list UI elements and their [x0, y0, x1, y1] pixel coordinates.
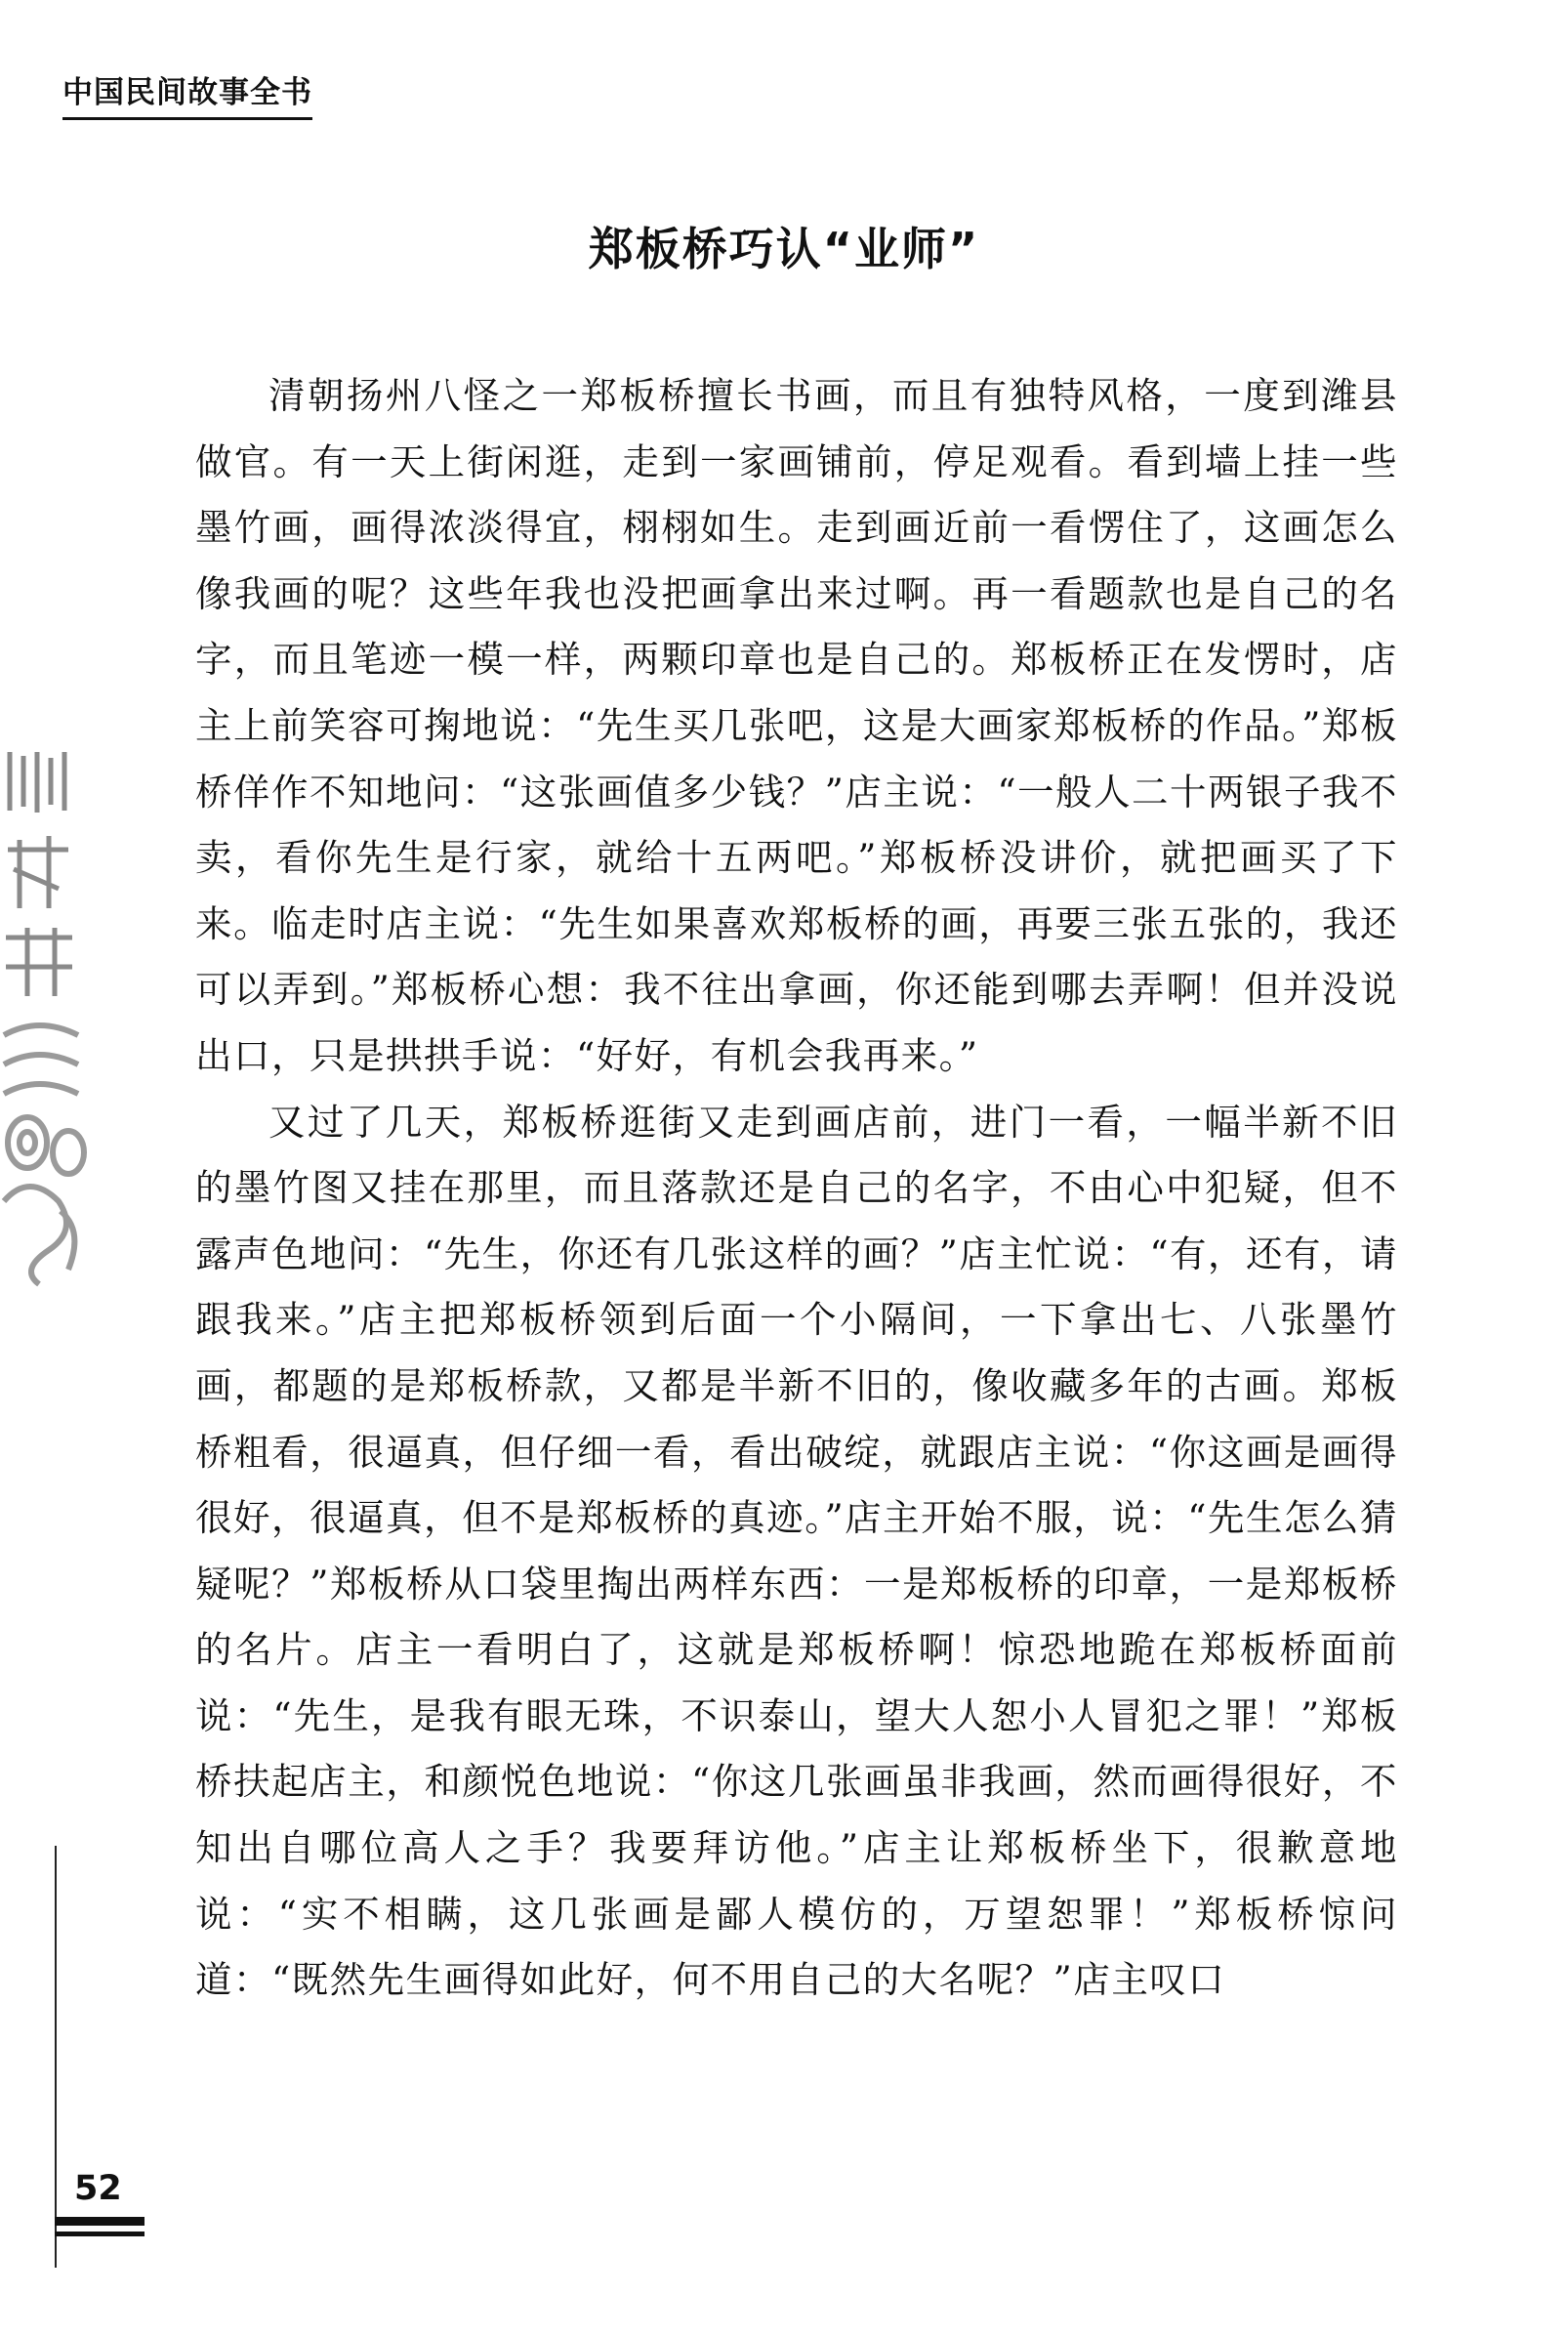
story-paragraph-2: 又过了几天，郑板桥逛街又走到画店前，进门一看，一幅半新不旧的墨竹图又挂在那里，而且落款还是自己的名字，不由心中犯疑，但不露声色地问：“先生，你还有几张这样的画？”店主忙说：“有，还有，请跟我来。”店主把郑板桥领到后面一个小隔间，一下拿出七、八张墨竹画，都题的是郑板桥款，又都是半新不旧的，像收藏多年的古画。郑板桥粗看，很逼真，但仔细一看，看出破绽，就跟店主说：“你这画是画得很好，很逼真，但不是郑板桥的真迹。”店主开始不服，说：“先生怎么猜疑呢？”郑板桥从口袋里掏出两样东西：一是郑板桥的印章，一是郑板桥的名片。店主一看明白了，这就是郑板桥啊！惊恐地跪在郑板桥面前说：“先生，是我有眼无珠，不识泰山，望大人恕小人冒犯之罪！”郑板桥扶起店主，和颜悦色地说：“你这几张画虽非我画，然而画得很好，不知出自哪位高人之手？我要拜访他。”店主让郑板桥坐下，很歉意地说：“实不相瞒，这几张画是鄙人模仿的，万望恕罪！”郑板桥惊问道：“既然先生画得如此好，何不用自己的大名呢？”店主叹口 [195, 1100, 1399, 2002]
decorative-margin-pattern [0, 742, 90, 1289]
left-margin-rule [55, 1846, 57, 2268]
book-header: 中国民间故事全书 [62, 78, 312, 120]
footer-decorative-bars [55, 2217, 144, 2242]
story-title: 郑板桥巧认“业师” [588, 223, 980, 275]
story-body [195, 363, 1398, 2014]
page-number: 52 [74, 2169, 122, 2208]
story-paragraph-1: 清朝扬州八怪之一郑板桥擅长书画，而且有独特风格，一度到潍县做官。有一天上街闲逛，走到一家画铺前，停足观看。看到墙上挂一些墨竹画，画得浓淡得宜，栩栩如生。走到画近前一看愣住了，这画怎么像我画的呢？这些年我也没把画拿出来过啊。再一看题款也是自己的名字，而且笔迹一模一样，两颗印章也是自己的。郑板桥正在发愣时，店主上前笑容可掬地说：“先生买几张吧，这是大画家郑板桥的作品。”郑板桥佯作不知地问：“这张画值多少钱？”店主说：“一般人二十两银子我不卖，看你先生是行家，就给十五两吧。”郑板桥没讲价，就把画买了下来。临走时店主说：“先生如果喜欢郑板桥的画，再要三张五张的，我还可以弄到。”郑板桥心想：我不往出拿画，你还能到哪去弄啊！但并没说出口，只是拱拱手说：“好好，有机会我再来。” [195, 374, 1399, 1077]
